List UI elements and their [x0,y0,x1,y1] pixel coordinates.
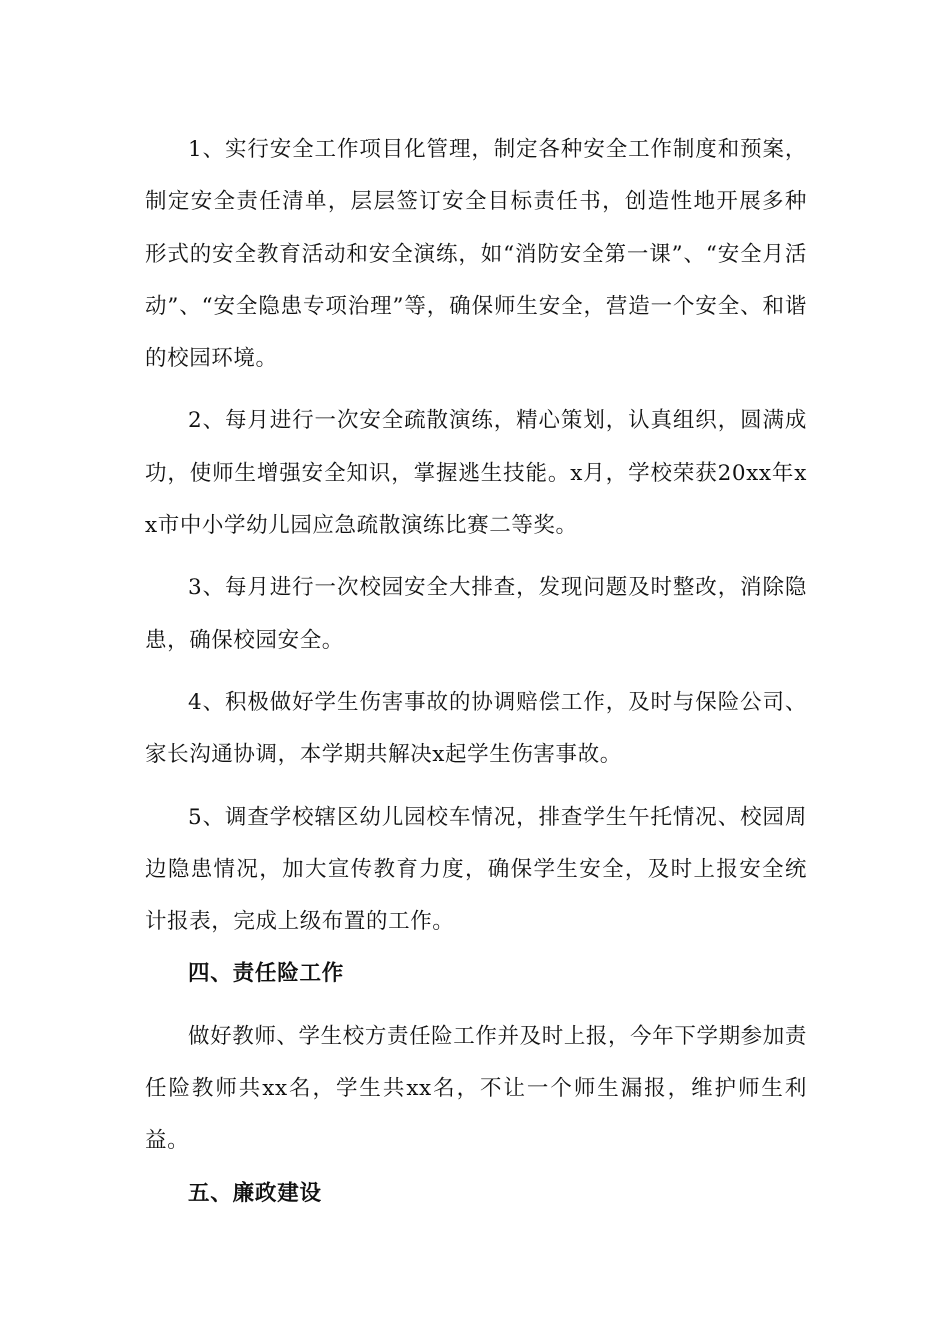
section-heading-integrity: 五、廉政建设 [188,1180,322,1206]
paragraph-evacuation-drill: 2、每月进行一次安全疏散演练，精心策划，认真组织，圆满成功，使师生增强安全知识，掌握逃生技能。x月，学校荣获20xx年xx市中小学幼儿园应急疏散演练比赛二等奖。 [145,408,807,539]
paragraph-school-bus-survey: 5、调查学校辖区幼儿园校车情况，排查学生午托情况、校园周边隐患情况，加大宣传教育力度，确保学生安全，及时上报安全统计报表，完成上级布置的工作。 [145,804,807,935]
paragraph-safety-management: 1、实行安全工作项目化管理，制定各种安全工作制度和预案，制定安全责任清单，层层签订安全目标责任书，创造性地开展多种形式的安全教育活动和安全演练，如“消防安全第一课”、“安全月活动”、“安全隐患专项治理”等，确保师生安全，营造一个安全、和谐的校园环境。 [145,137,807,372]
paragraph-injury-compensation: 4、积极做好学生伤害事故的协调赔偿工作，及时与保险公司、家长沟通协调，本学期共解决x起学生伤害事故。 [145,689,807,768]
document-page [145,124,807,1220]
paragraph-liability-insurance: 做好教师、学生校方责任险工作并及时上报，今年下学期参加责任险教师共xx名，学生共xx名，不让一个师生漏报，维护师生利益。 [145,1023,807,1154]
section-heading-liability-insurance: 四、责任险工作 [188,961,345,987]
paragraph-campus-inspection: 3、每月进行一次校园安全大排查，发现问题及时整改，消除隐患，确保校园安全。 [145,575,807,653]
